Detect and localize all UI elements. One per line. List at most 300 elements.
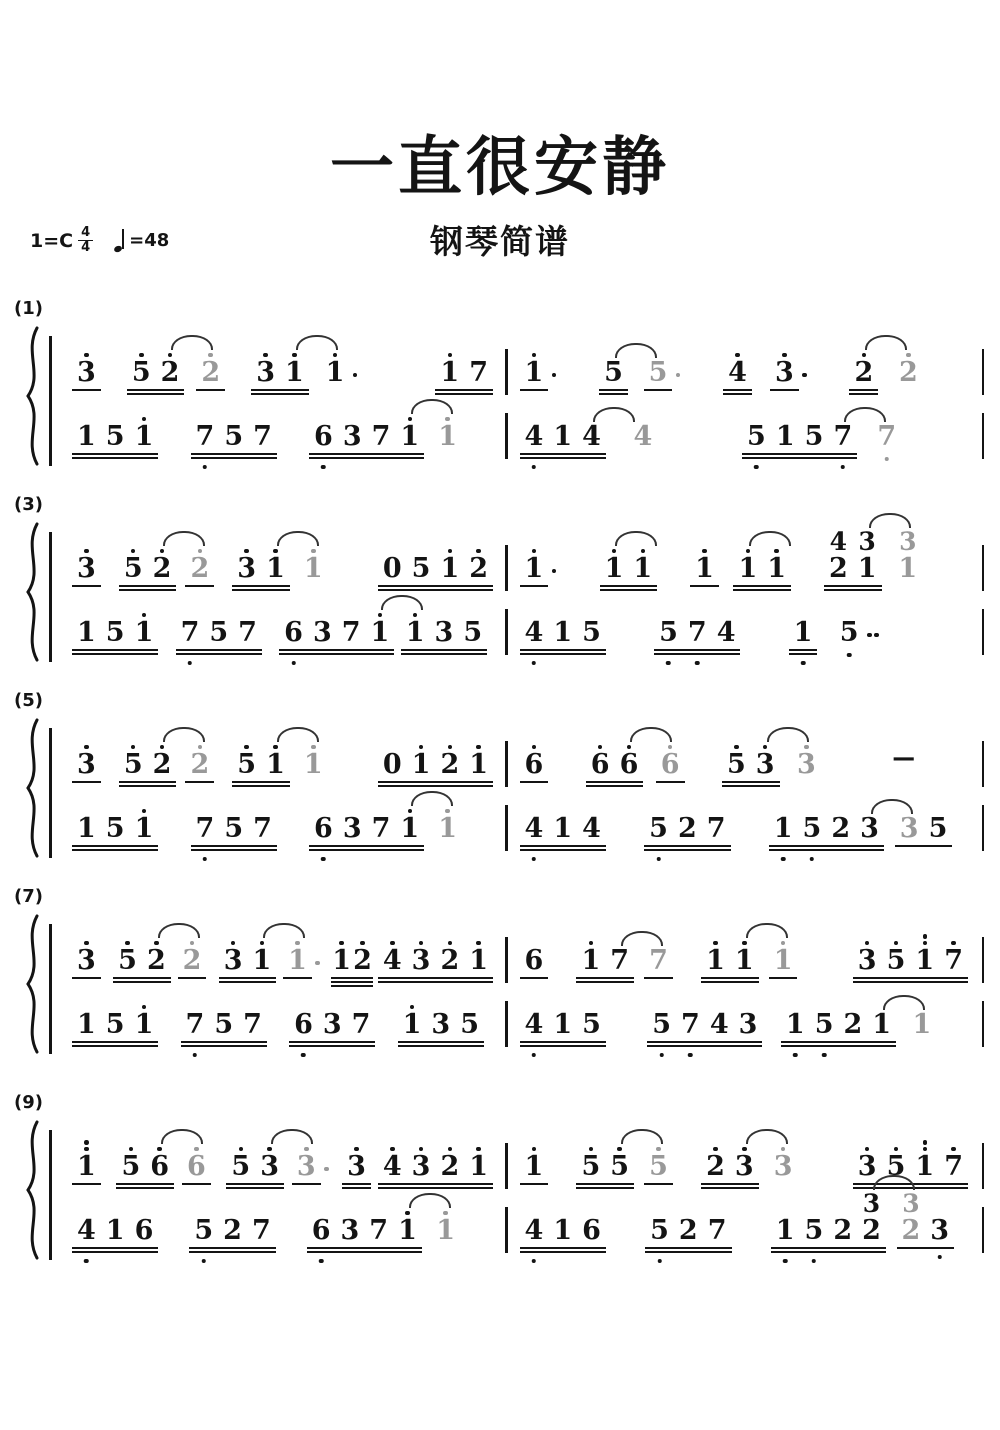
note [908, 1011, 937, 1038]
note-digit: 7 [369, 1215, 389, 1246]
note [119, 547, 148, 583]
underline [342, 1187, 371, 1189]
spacer [103, 547, 117, 583]
spacer [880, 351, 892, 387]
spacer [764, 1011, 779, 1038]
underline [279, 649, 394, 651]
note-group [183, 547, 216, 583]
note [283, 939, 312, 975]
underline [656, 781, 685, 783]
note-group [297, 547, 330, 583]
note-digit: 1 [524, 553, 544, 584]
note-digit: 1 [524, 1151, 544, 1182]
note-digit: 4 [582, 813, 601, 844]
note [72, 815, 101, 842]
tie-arc [621, 931, 663, 946]
note-digit: 1 [134, 813, 154, 844]
underline [292, 1183, 321, 1185]
note [939, 939, 968, 975]
spacer [550, 351, 597, 387]
underline [72, 781, 101, 783]
note-digit: 5 [747, 421, 766, 452]
spacer [160, 415, 188, 451]
note-digit: 3 [411, 945, 431, 976]
note [520, 1217, 549, 1244]
underline [701, 1187, 759, 1189]
note [576, 1145, 605, 1181]
note-digit: 5 [224, 421, 244, 452]
note-group [768, 351, 801, 387]
spacer [550, 529, 597, 582]
note-group [654, 743, 687, 779]
tie-arc [883, 995, 925, 1010]
measure [60, 547, 505, 583]
staff-left-hand [60, 780, 984, 842]
underline [645, 1247, 731, 1249]
underline [771, 1247, 886, 1249]
note-group [70, 807, 160, 843]
note [855, 815, 884, 842]
measure [60, 1138, 505, 1180]
underline [232, 585, 290, 587]
underline [185, 585, 214, 587]
note [771, 423, 800, 450]
note-digit: 0 [382, 553, 402, 584]
note-digit: 5 [804, 1215, 824, 1246]
note [576, 939, 605, 975]
octave-dot-below [695, 661, 700, 666]
underline [435, 393, 493, 395]
note-group [70, 743, 103, 779]
note [800, 1217, 829, 1244]
underline [72, 453, 158, 455]
note-group [518, 423, 608, 450]
note-digit: 5 [650, 1215, 669, 1246]
system-number-label: (7) [14, 886, 43, 907]
note-group [111, 939, 173, 975]
staff-left-hand [60, 388, 984, 450]
underline [520, 1041, 606, 1043]
note-digit: 2 [677, 813, 697, 844]
note-digit: 6 [524, 749, 544, 780]
key-label: 1=C [30, 229, 74, 252]
note-group [189, 815, 279, 842]
spacer [462, 1209, 495, 1245]
octave-dot-below [291, 661, 296, 666]
note [893, 529, 922, 582]
note [690, 547, 719, 583]
note [299, 743, 328, 779]
note-digit: 3 [774, 357, 794, 388]
note-digit: 3 [930, 1215, 950, 1246]
underline [378, 977, 493, 979]
note-digit: 1 [872, 1009, 892, 1040]
measure [508, 619, 982, 646]
note [656, 743, 685, 779]
note-digit: 4 [716, 617, 736, 648]
note [828, 1217, 857, 1244]
note [520, 619, 549, 646]
tie-arc [746, 923, 788, 938]
spacer [608, 1011, 645, 1038]
note [209, 1011, 238, 1038]
underline [701, 981, 759, 983]
underline [72, 1045, 158, 1047]
chord-top-digit: 3 [902, 1189, 920, 1218]
barline [982, 413, 985, 459]
augmentation-dot [874, 633, 879, 638]
barline [982, 805, 985, 851]
note-digit: 5 [224, 813, 244, 844]
note [520, 547, 549, 583]
note [882, 1145, 911, 1181]
note [251, 351, 280, 387]
note [925, 1217, 954, 1244]
note-group [720, 743, 782, 779]
underline [520, 781, 549, 783]
note [101, 1011, 130, 1038]
spacer [489, 611, 495, 647]
note-digit: 1 [912, 1009, 932, 1040]
system-brace-icon [18, 522, 44, 666]
note-digit: 1 [436, 1215, 456, 1246]
note-digit: 1 [398, 1215, 417, 1246]
measure [60, 1003, 505, 1039]
note [769, 1145, 798, 1181]
note-digit: 2 [831, 813, 851, 844]
underline [647, 1045, 762, 1047]
note-digit: 1 [438, 813, 458, 844]
underline [644, 977, 673, 979]
note-digit: 3 [322, 1009, 342, 1040]
note-group [851, 932, 970, 974]
underline [378, 1183, 493, 1185]
system-brace-icon [18, 1120, 44, 1264]
system-brace-icon [18, 326, 44, 470]
spacer [742, 619, 786, 646]
underline [781, 1045, 896, 1047]
note [733, 547, 762, 583]
tie-arc [615, 531, 657, 546]
note [218, 1217, 247, 1244]
note-digit: 4 [77, 1215, 96, 1246]
underline [251, 389, 309, 391]
note [367, 815, 396, 842]
note-digit: 7 [371, 813, 391, 844]
system-number-label: (5) [14, 690, 43, 711]
underline [644, 845, 730, 847]
note [407, 555, 436, 582]
underline [113, 981, 171, 983]
spacer [721, 529, 732, 582]
staff-right-hand [60, 912, 984, 974]
system-start-barline [49, 728, 52, 858]
underline [232, 589, 290, 591]
note [435, 547, 464, 583]
note-digit: 1 [105, 1215, 125, 1246]
note-digit: 1 [604, 553, 624, 584]
note [798, 815, 827, 842]
tie-arc [411, 791, 453, 806]
note-digit: 6 [582, 1215, 601, 1246]
spacer [103, 743, 117, 779]
note [548, 1217, 577, 1244]
octave-dot-below [885, 457, 890, 462]
underline [127, 389, 185, 391]
note-group [281, 939, 314, 975]
underline [824, 585, 882, 587]
note [119, 743, 148, 779]
spacer [687, 743, 720, 779]
note-digit: 1 [915, 945, 935, 976]
note-digit: 4 [709, 1009, 729, 1040]
note [318, 1011, 347, 1038]
measure [508, 932, 982, 974]
barline [982, 609, 985, 655]
octave-dot-below [793, 1053, 798, 1058]
note [769, 815, 798, 842]
note-group [518, 1145, 551, 1181]
chord-top-digit: 3 [899, 527, 917, 556]
staves [60, 716, 984, 842]
note [72, 743, 101, 779]
barline [982, 937, 985, 983]
note [342, 1145, 371, 1181]
note-digit: 1 [633, 553, 653, 584]
note-digit: 5 [463, 617, 483, 648]
note [426, 1011, 455, 1038]
note-digit: 2 [833, 1215, 853, 1246]
system-1 [12, 298, 984, 450]
underline [520, 845, 606, 847]
spacer [351, 351, 433, 387]
note-digit: 1 [411, 749, 431, 780]
note [849, 351, 878, 387]
note [182, 1145, 211, 1181]
system-start-barline [49, 924, 52, 1054]
spacer [103, 939, 111, 975]
underline [119, 585, 177, 587]
underline [520, 389, 549, 391]
underline [654, 649, 740, 651]
note-group [721, 351, 754, 387]
underline [113, 977, 171, 979]
note-digit: 1 [773, 813, 793, 844]
note-digit: 3 [256, 357, 275, 388]
note-group [249, 351, 311, 387]
note [751, 743, 780, 779]
underline [520, 1183, 549, 1185]
note-digit: – [890, 742, 917, 773]
note-digit: 1 [134, 617, 154, 648]
note-digit: 4 [524, 1215, 544, 1246]
spacer [754, 351, 768, 387]
underline [378, 781, 493, 783]
note [910, 1138, 939, 1180]
spacer [608, 619, 652, 646]
underline [722, 781, 780, 783]
octave-dot-below [532, 1259, 537, 1264]
note-group [890, 744, 918, 778]
underline [331, 985, 373, 987]
underline [307, 1251, 422, 1253]
note-group [645, 1011, 764, 1038]
underline [119, 781, 177, 783]
note [910, 932, 939, 974]
note-group [230, 547, 292, 583]
note-digit: 5 [131, 357, 151, 388]
note-digit: 1 [400, 421, 420, 452]
note-digit: 7 [469, 357, 489, 388]
underline [185, 781, 214, 783]
note [520, 947, 549, 974]
note-group [194, 351, 227, 387]
note [232, 743, 261, 779]
octave-dot-below [203, 465, 208, 470]
note [810, 1011, 839, 1038]
note-group [767, 815, 886, 842]
underline [401, 653, 487, 655]
underline [701, 977, 759, 979]
octave-dot-below [754, 465, 759, 470]
note-group [70, 1003, 160, 1039]
note-digit: 4 [524, 813, 544, 844]
note [894, 351, 923, 387]
underline [771, 1251, 886, 1253]
underline [232, 781, 290, 783]
note-digit: 1 [325, 357, 345, 388]
spacer [819, 619, 832, 646]
note-digit: 5 [460, 1009, 479, 1040]
barline [982, 349, 985, 395]
note [148, 547, 177, 583]
octave-dot-below [532, 661, 537, 666]
underline [309, 849, 424, 851]
note-digit: 0 [382, 749, 402, 780]
spacer [608, 1191, 643, 1244]
note [853, 939, 882, 975]
note-group [176, 939, 209, 975]
underline [644, 389, 673, 391]
octave-dot-below [321, 465, 326, 470]
note-digit: 6 [619, 749, 639, 780]
note-group [224, 1145, 286, 1181]
spacer [782, 743, 790, 779]
spacer [608, 423, 627, 450]
note [309, 423, 338, 450]
note [577, 815, 606, 842]
underline [191, 845, 277, 847]
note-digit: 3 [857, 1151, 877, 1182]
note [824, 529, 853, 582]
underline [769, 849, 884, 851]
note-digit: 7 [706, 813, 726, 844]
underline [600, 589, 658, 591]
note [701, 1145, 730, 1181]
note [130, 1003, 159, 1039]
underline [251, 393, 309, 395]
measure [60, 743, 505, 779]
spacer [924, 529, 971, 582]
note-group [598, 547, 660, 583]
note-digit: 5 [123, 749, 143, 780]
key-signature [30, 226, 169, 256]
underline [378, 589, 493, 591]
spacer [103, 351, 125, 387]
note-digit: 5 [839, 617, 859, 648]
underline [769, 977, 798, 979]
spacer [733, 815, 767, 842]
note [644, 815, 673, 842]
note [72, 1217, 101, 1244]
note-digit: 1 [695, 553, 714, 584]
note-group [297, 743, 330, 779]
note [644, 1145, 673, 1181]
spacer [216, 547, 230, 583]
note-digit: 7 [681, 1009, 700, 1040]
underline [182, 1183, 211, 1185]
underline [72, 1041, 158, 1043]
note-digit: 3 [237, 553, 257, 584]
underline [219, 981, 277, 983]
note-group [699, 939, 761, 975]
note-digit: 1 [793, 617, 813, 648]
spacer [160, 1209, 187, 1245]
note [204, 619, 233, 646]
note-group [329, 939, 375, 975]
note-digit: 1 [553, 617, 573, 648]
note-group [518, 351, 551, 387]
note-digit: 2 [843, 1009, 863, 1040]
octave-dot-below [841, 465, 846, 470]
system-7 [12, 886, 984, 1038]
note [219, 423, 248, 450]
note [72, 619, 101, 646]
note [520, 351, 549, 387]
underline [181, 1041, 267, 1043]
note-digit: 3 [77, 749, 96, 780]
note-digit: 5 [648, 357, 668, 388]
note [233, 619, 262, 646]
underline [520, 457, 606, 459]
note [196, 351, 225, 387]
note [72, 1011, 101, 1038]
note-digit: 7 [944, 945, 963, 976]
chord-top-digit: 4 [829, 527, 848, 556]
octave-dot-below [532, 465, 537, 470]
note [255, 1145, 284, 1181]
underline [789, 649, 818, 651]
note-group [518, 743, 551, 779]
octave-dot-below [201, 1259, 206, 1264]
note-digit: 6 [150, 1151, 170, 1182]
underline [72, 1247, 158, 1249]
note-digit: 5 [581, 1151, 601, 1182]
underline [176, 653, 262, 655]
underline [331, 981, 373, 983]
spacer [330, 547, 376, 583]
staff-right-hand [60, 716, 984, 778]
underline [283, 977, 312, 979]
spacer [186, 351, 194, 387]
underline [733, 589, 791, 591]
underline [289, 1045, 375, 1047]
note-group [70, 1217, 160, 1244]
note-digit: 1 [303, 553, 323, 584]
note-digit: 1 [469, 1151, 489, 1182]
barline [982, 1001, 985, 1047]
note [191, 815, 220, 842]
